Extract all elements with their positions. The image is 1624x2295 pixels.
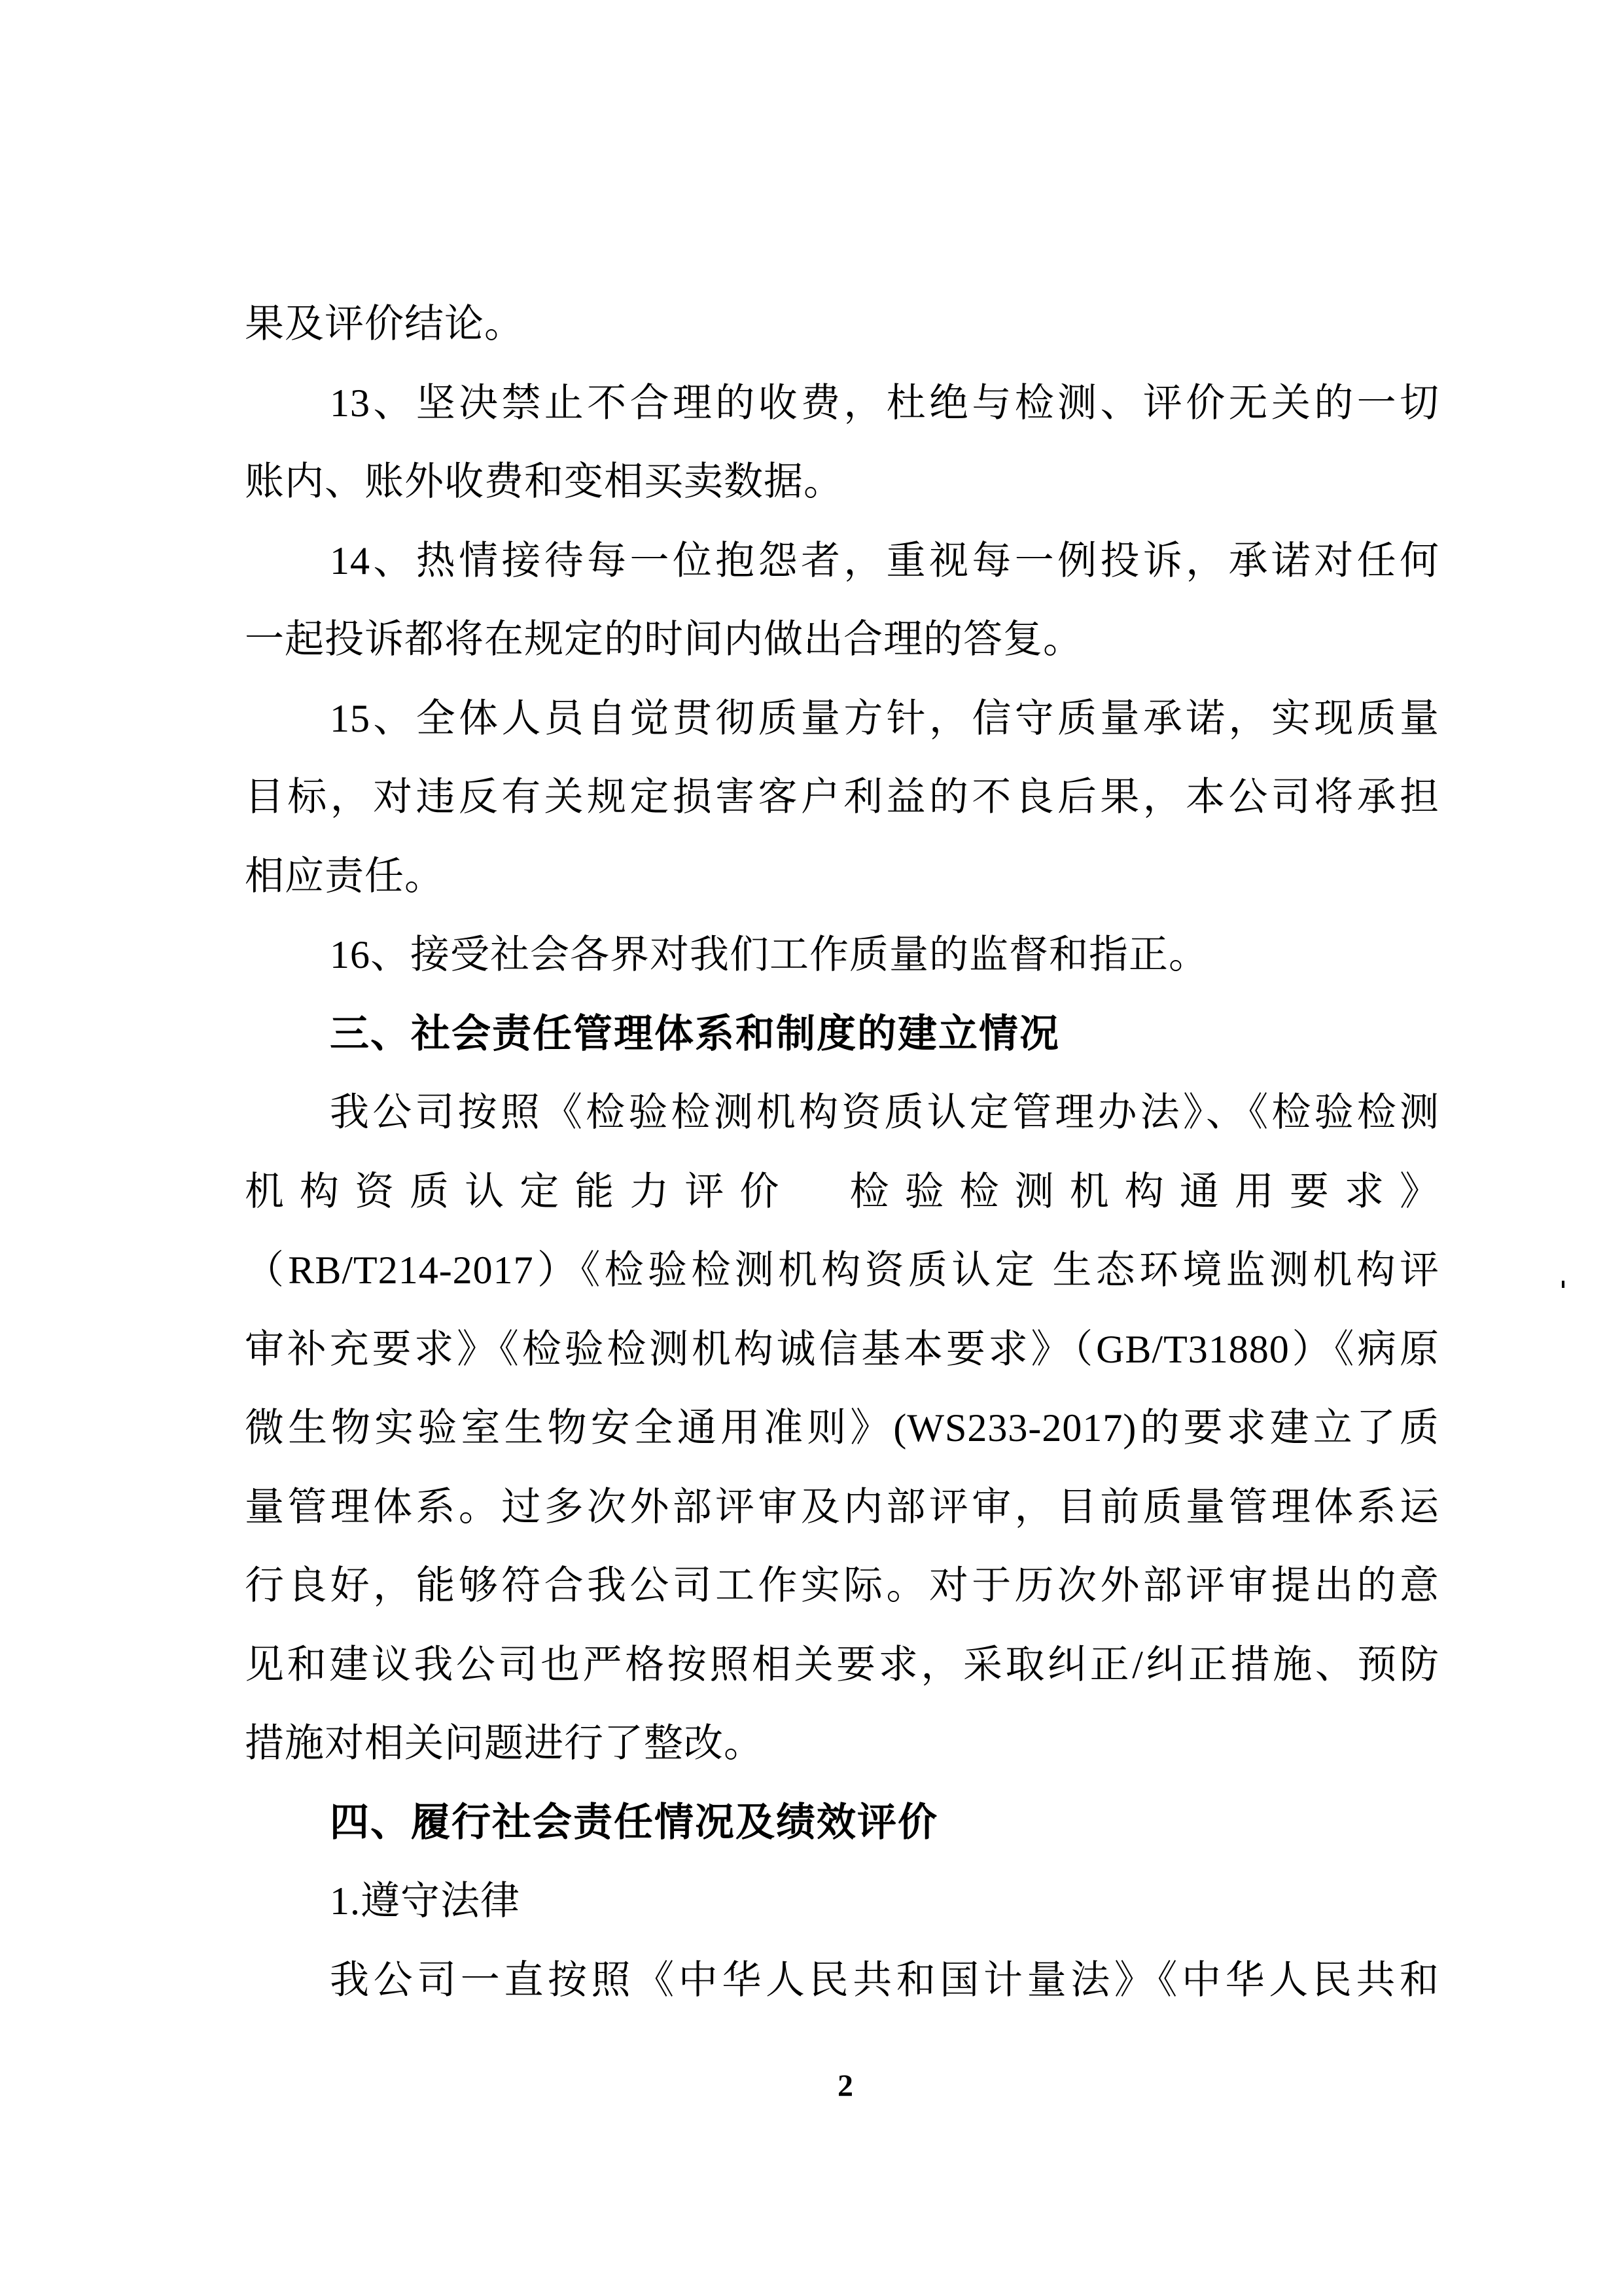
- text-line: 目标，对违反有关规定损害客户利益的不良后果，本公司将承担: [245, 775, 1439, 819]
- text-line: 我公司一直按照《中华人民共和国计量法》《中华人民共和: [330, 1958, 1439, 2002]
- text-line: 微生物实验室生物安全通用准则》(WS233-2017)的要求建立了质: [245, 1406, 1439, 1450]
- text-line: 我公司按照《检验检测机构资质认定管理办法》、《检验检测: [330, 1091, 1439, 1134]
- text-line: 果及评价结论。: [245, 302, 524, 346]
- text-line: 措施对相关问题进行了整改。: [245, 1722, 764, 1765]
- text-line: （RB/T214-2017）《检验检测机构资质认定 生态环境监测机构评: [245, 1249, 1439, 1292]
- text-line: 1.遵守法律: [330, 1879, 520, 1923]
- page-number: 2: [838, 2069, 853, 2103]
- text-line: 机构资质认定能力评价 检验检测机构通用要求》: [245, 1169, 1439, 1213]
- text-line: 15、全体人员自觉贯彻质量方针，信守质量承诺，实现质量: [330, 696, 1439, 740]
- section-heading-3: 三、社会责任管理体系和制度的建立情况: [330, 1011, 1060, 1056]
- text-line: 审补充要求》《检验检测机构诚信基本要求》（GB/T31880）《病原: [245, 1327, 1439, 1371]
- section-heading-4: 四、履行社会责任情况及绩效评价: [330, 1800, 938, 1844]
- scan-artifact-mark: [1562, 1281, 1564, 1288]
- text-line: 账内、账外收费和变相买卖数据。: [245, 460, 843, 503]
- text-line: 行良好，能够符合我公司工作实际。对于历次外部评审提出的意: [245, 1564, 1439, 1607]
- text-line: 14、热情接待每一位抱怨者，重视每一例投诉，承诺对任何: [330, 539, 1439, 582]
- text-block: [245, 285, 1439, 2019]
- text-line: 16、接受社会各界对我们工作质量的监督和指正。: [330, 933, 1209, 976]
- text-line: 量管理体系。过多次外部评审及内部评审，目前质量管理体系运: [245, 1485, 1439, 1529]
- text-line: 一起投诉都将在规定的时间内做出合理的答复。: [245, 618, 1083, 661]
- text-line: 13、坚决禁止不合理的收费，杜绝与检测、评价无关的一切: [330, 381, 1439, 425]
- text-line: 见和建议我公司也严格按照相关要求，采取纠正/纠正措施、预防: [245, 1643, 1439, 1686]
- text-line: 相应责任。: [245, 854, 444, 898]
